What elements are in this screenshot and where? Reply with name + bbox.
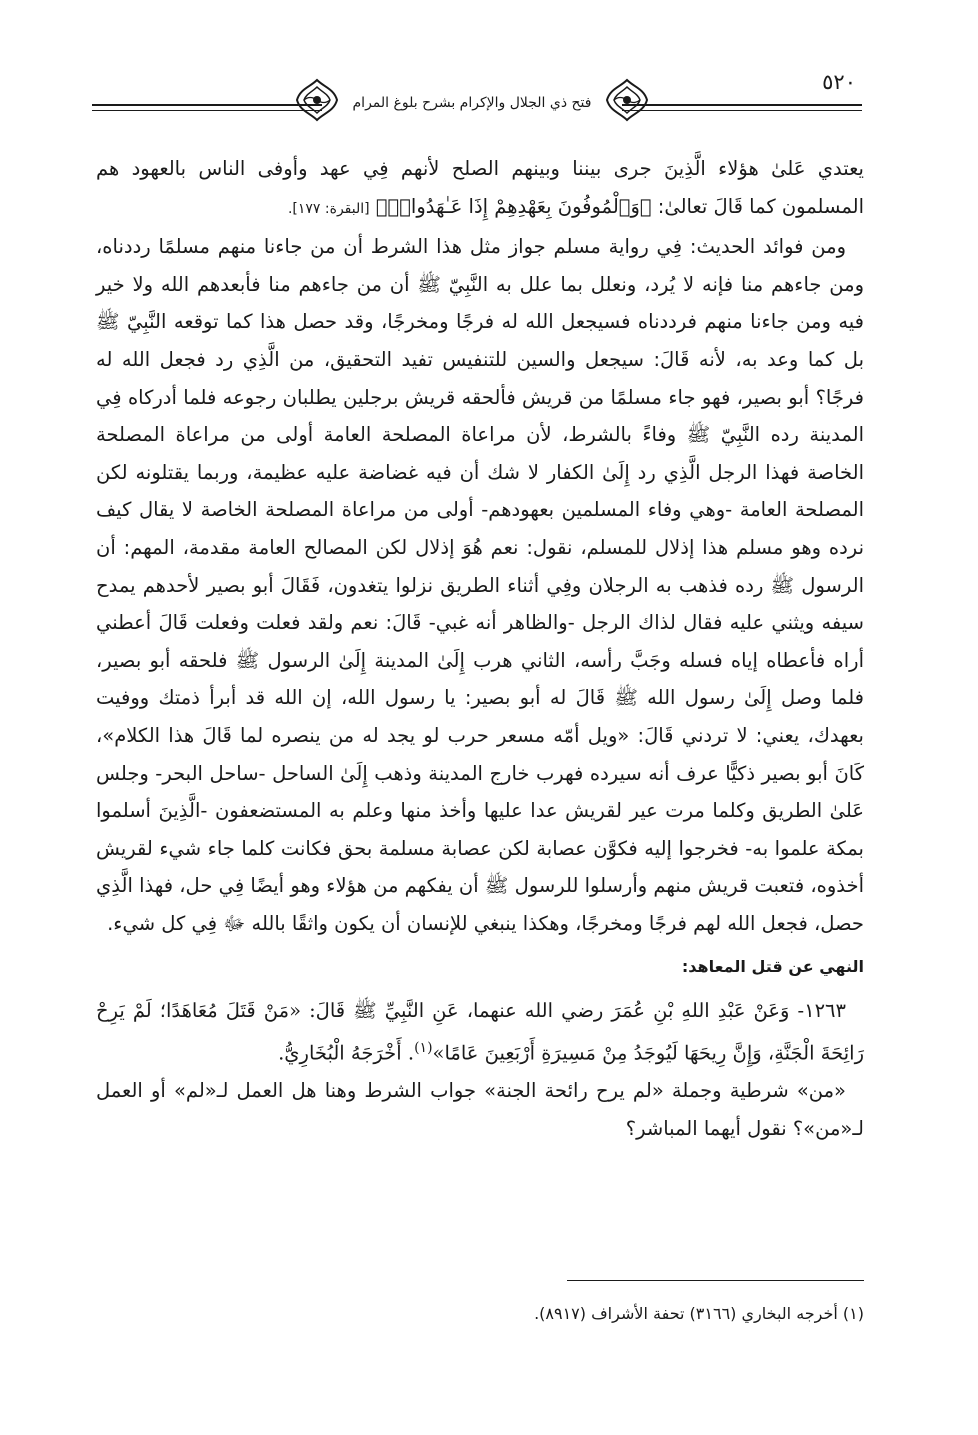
paragraph-text: يعتدي عَلىٰ هؤلاء الَّذِينَ جرى بيننا وبينهم الصلح لأنهم فِي عهد وأوفى الناس بالعهود هم المسلمون كما قَالَ تعالىٰ: ﴿وَٱلْمُوفُونَ بِعَهْدِهِمْ إِذَا عَـٰهَدُوا۟ۖ﴾ [96, 157, 864, 218]
hadith-source: أَخْرَجَهُ الْبُخَارِيُّ. [278, 1041, 402, 1065]
hadith-text: ١٢٦٣- وَعَنْ عَبْدِ اللهِ بْنِ عُمَرَ رضي الله عنهما، عَنِ النَّبِيِّ ﷺ قَالَ: «مَنْ قَتَلَ مُعَاهَدًا؛ لَمْ يَرِحْ رَائِحَةَ الْجَنَّةِ، وَإِنَّ رِيحَهَا لَيُوجَدُ مِنْ مَسِيرَةِ أَرْبَعِينَ عَامًا»$^{(١)}$. أَخْرَجَهُ الْبُخَارِيُّ. [96, 999, 864, 1065]
commentary-paragraph: «من» شرطية وجملة «لم يرح رائحة الجنة» جواب الشرط وهنا هل العمل لـ«لم» أو العمل لـ«من»؟ نقول أيهما المباشر؟ [96, 1079, 864, 1140]
right-ornament-icon [604, 77, 650, 123]
title-cartouche [322, 85, 622, 125]
spacer [96, 942, 864, 948]
hadith-body: ١٢٦٣- وَعَنْ عَبْدِ اللهِ بْنِ عُمَرَ رضي الله عنهما، عَنِ النَّبِيِّ ﷺ قَالَ: «مَنْ قَتَلَ مُعَاهَدًا؛ لَمْ يَرِحْ رَائِحَةَ الْجَنَّةِ، وَإِنَّ رِيحَهَا لَيُوجَدُ مِنْ مَسِيرَةِ أَرْبَعِينَ عَامًا» [96, 999, 864, 1065]
paragraph-opening [96, 150, 864, 228]
footnote-separator [567, 1280, 864, 1281]
page-header [92, 68, 862, 130]
paragraph-benefits: ومن فوائد الحديث: فِي رواية مسلم جواز مثل هذا الشرط أن من جاءنا منهم مسلمًا رددناه، ومن جاءهم منا فإنه لا يُرد، ونعلل بما علل به النَّبِيّ ﷺ أن من جاءهم منا فأبعدهم الله ولا خير فيه ومن جاءنا منهم فرددناه فسيجعل الله له فرجًا ومخرجًا، وقد حصل هذا كما توقعه النَّبِيّ ﷺ بل كما وعد به، لأنه قَالَ: سيجعل والسين للتنفيس تفيد التحقيق، من الَّذِي رد فجعل الله له فرجًا؟ أبو بصير، فهو جاء مسلمًا من قريش فألحقه قريش برجلين يطلبان رجوعه فلما أدركاه فِي المدينة رده النَّبِيّ ﷺ وفاءً بالشرط، لأن مراعاة المصلحة العامة أولى من مراعاة المصلحة الخاصة فهذا الرجل الَّذِي رد إِلَىٰ الكفار لا شك أن فيه غضاضة عليه عظيمة، وربما يقتلونه لكن المصلحة العامة -وهي وفاء المسلمين بعهودهم- أولى من مراعاة المصلحة الخاصة لا يقال كيف نرده وهو مسلم هذا إذلال للمسلم، نقول: نعم هُوَ إذلال لكن المصالح العامة مقدمة، المهم: أن الرسول ﷺ رده فذهب به الرجلان وفِي أثناء الطريق نزلوا يتغدون، فَقَالَ أبو بصير لأحدهم يمدح سيفه ويثني عليه فقال لذاك الرجل -والظاهر أنه غبي- قَالَ: نعم ولقد فعلت وفعلت قَالَ أعطني أراه فأعطاه إياه فسله وجَبَّ رأسه، الثاني هرب إِلَىٰ المدينة إِلَىٰ الرسول ﷺ فلحقه أبو بصير، فلما وصل إِلَىٰ رسول الله ﷺ قَالَ له أبو بصير: يا رسول الله، إن الله قد أبرأ ذمتك ووفيت بعهدك، يعني: لا تردني قَالَ: «ويل أمّه مسعر حرب لو يجد له من ينصره لما قَالَ هذا الكلام»، كَانَ أبو بصير ذكيًّا عرف أنه سيرده فهرب خارج المدينة وذهب إِلَىٰ الساحل -ساحل البحر- وجلس عَلىٰ الطريق وكلما مرت عير لقريش عدا عليها وأخذ منها وعلم به المستضعفون -الَّذِينَ أسلموا بمكة علموا به- فخرجوا إليه فكوَّن عصابة لكن عصابة مسلمة بحق فكانت كلما جاء شيء لقريش أخذوه، فتعبت قريش منهم وأرسلوا للرسول ﷺ أن يفكهم من هؤلاء وهو أيضًا فِي حل، فهذا الَّذِي حصل، فجعل الله لهم فرجًا ومخرجًا، وهكذا ينبغي للإنسان أن يكون واثقًا بالله ﷻ فِي كل شيء. [96, 235, 864, 935]
page-number: ٥٢٠ [822, 70, 856, 94]
book-title: فتح ذي الجلال والإكرام بشرح بلوغ المرام [352, 95, 592, 111]
quran-reference: [البقرة: ١٧٧]. [287, 200, 370, 217]
main-text [96, 150, 864, 1147]
footnote-marker[interactable]: (١) [414, 1040, 433, 1057]
section-heading: النهي عن قتل المعاهد: [681, 957, 864, 977]
footnote: (١) أخرجه البخاري (٣١٦٦) تحفة الأشراف (٨٩١٧). [534, 1304, 864, 1323]
